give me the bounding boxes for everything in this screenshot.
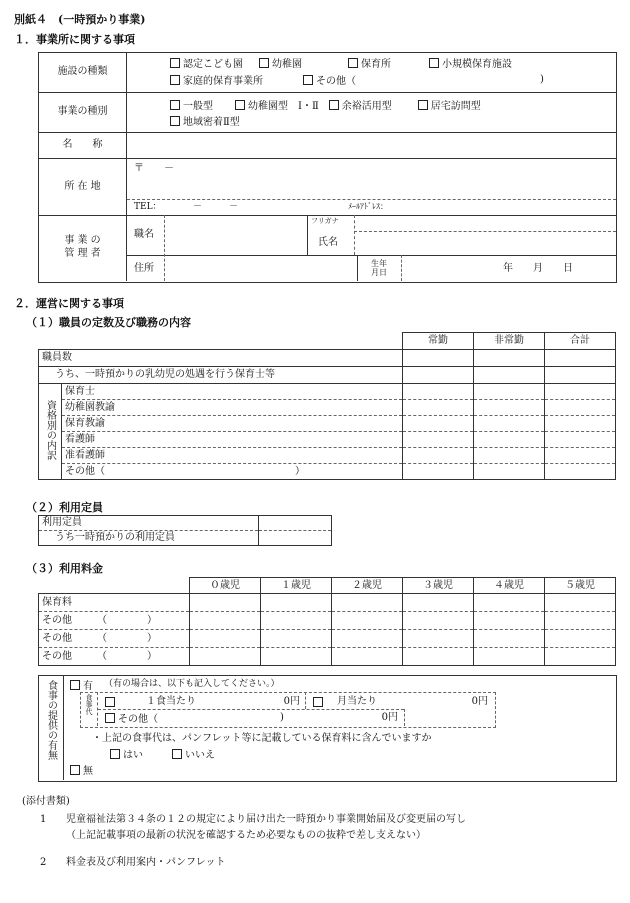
- temp-capacity-label: うち一時預かりの利用定員: [39, 531, 259, 546]
- cell[interactable]: [545, 416, 616, 432]
- cell[interactable]: [474, 464, 545, 480]
- facility-type-label: 施設の種類: [57, 66, 108, 77]
- person-name-label: 氏名: [318, 237, 338, 248]
- cell[interactable]: [403, 367, 474, 384]
- meal-no-option[interactable]: 無: [70, 765, 93, 777]
- meal-other-close: ): [280, 712, 284, 723]
- checkbox[interactable]: [105, 697, 115, 707]
- option-home-nursery[interactable]: 家庭的保育事業所: [170, 75, 263, 87]
- qual-row-label: 幼稚園教諭: [62, 400, 403, 416]
- option-kodomoen[interactable]: 認定こども園: [170, 58, 243, 70]
- attachment-2-number: 2: [40, 857, 47, 868]
- checkbox[interactable]: [110, 749, 120, 759]
- staff-table: [38, 332, 616, 480]
- cell[interactable]: [403, 464, 474, 480]
- email-field[interactable]: ﾒｰﾙｱﾄﾞﾚｽ：: [348, 202, 388, 211]
- cell[interactable]: [190, 612, 261, 630]
- cell[interactable]: [190, 594, 261, 612]
- birth-date[interactable]: 年 月 日: [503, 263, 573, 274]
- checkbox[interactable]: [70, 765, 80, 775]
- cell[interactable]: [259, 531, 332, 546]
- cell[interactable]: [474, 630, 545, 648]
- tel-field[interactable]: TEL： － －: [134, 202, 239, 212]
- age-header: ５歳児: [545, 578, 616, 594]
- capacity-heading: （２）利用定員: [26, 501, 103, 514]
- capacity-label: 利用定員: [39, 516, 259, 531]
- cell[interactable]: [474, 612, 545, 630]
- cell[interactable]: [259, 516, 332, 531]
- checkbox[interactable]: [170, 75, 180, 85]
- cell[interactable]: [545, 400, 616, 416]
- per-month-option[interactable]: [313, 697, 326, 709]
- cell[interactable]: [403, 612, 474, 630]
- cell[interactable]: [332, 612, 403, 630]
- qual-row-label: 保育士: [62, 384, 403, 400]
- capacity-table: [38, 515, 332, 546]
- meal-other-yen[interactable]: 0円: [381, 712, 398, 723]
- option-general[interactable]: 一般型: [170, 100, 213, 112]
- checkbox[interactable]: [172, 749, 182, 759]
- meal-fee-label: 食事代: [85, 694, 93, 715]
- qual-row-label: 看護師: [62, 432, 403, 448]
- cell[interactable]: [403, 400, 474, 416]
- fee-row-label: その他 （ ）: [39, 612, 190, 630]
- fee-row-label: 保育料: [39, 594, 190, 612]
- cell[interactable]: [403, 648, 474, 666]
- cell[interactable]: [474, 432, 545, 448]
- residence-label: 住所: [134, 263, 154, 274]
- checkbox[interactable]: [170, 58, 180, 68]
- name-label: 名 称: [62, 139, 103, 150]
- header-parttime: 非常勤: [474, 333, 545, 350]
- cell[interactable]: [545, 594, 616, 612]
- checkbox[interactable]: [235, 100, 245, 110]
- age-header: ２歳児: [332, 578, 403, 594]
- age-header: ０歳児: [190, 578, 261, 594]
- header-total: 合計: [545, 333, 616, 350]
- cell[interactable]: [332, 630, 403, 648]
- cell[interactable]: [545, 612, 616, 630]
- checkbox[interactable]: [70, 680, 80, 690]
- checkbox[interactable]: [313, 697, 323, 707]
- qual-row-label: 准看護師: [62, 448, 403, 464]
- meal-question: ・上記の食事代は、パンフレット等に記載している保育料に含んでいますか: [92, 733, 432, 744]
- category-row2: [170, 116, 258, 128]
- cell[interactable]: [545, 630, 616, 648]
- qual-row-label: その他（ ）: [62, 464, 403, 480]
- cell[interactable]: [545, 384, 616, 400]
- fees-table: [38, 577, 616, 666]
- checkbox[interactable]: [170, 100, 180, 110]
- cell[interactable]: [403, 432, 474, 448]
- cell[interactable]: [545, 464, 616, 480]
- cell[interactable]: [403, 594, 474, 612]
- postal-code[interactable]: 〒 －: [134, 163, 174, 174]
- other-close-paren: ): [540, 74, 544, 85]
- attachment-1-text: 児童福祉法第３４条の１２の規定により届け出た一時預かり事業開始届及び変更届の写し: [66, 814, 466, 825]
- cell[interactable]: [190, 648, 261, 666]
- fees-heading: （３）利用料金: [26, 562, 103, 575]
- cell[interactable]: [545, 350, 616, 367]
- cell[interactable]: [474, 350, 545, 367]
- cell[interactable]: [545, 432, 616, 448]
- cell[interactable]: [474, 400, 545, 416]
- job-title-label: 職名: [134, 229, 154, 240]
- section-2-heading: ２．運営に関する事項: [14, 297, 124, 310]
- header-fulltime: 常勤: [403, 333, 474, 350]
- cell[interactable]: [403, 448, 474, 464]
- age-header: １歳児: [261, 578, 332, 594]
- meal-yes-option[interactable]: 有: [70, 680, 93, 692]
- cell[interactable]: [474, 384, 545, 400]
- age-header: ４歳児: [474, 578, 545, 594]
- cell[interactable]: [332, 648, 403, 666]
- answer-yes-option[interactable]: はい: [110, 749, 143, 761]
- checkbox[interactable]: [418, 100, 428, 110]
- staff-heading: （１）職員の定数及び職務の内容: [26, 316, 191, 329]
- section-1-heading: １．事業所に関する事項: [14, 33, 135, 46]
- cell[interactable]: [403, 350, 474, 367]
- option-community-type[interactable]: 地域密着Ⅱ型: [170, 116, 240, 128]
- attachments-heading: (添付書類): [22, 796, 70, 807]
- per-month-yen[interactable]: 0円: [471, 696, 488, 707]
- per-month-label: 月当たり: [337, 696, 377, 707]
- cell[interactable]: [261, 612, 332, 630]
- option-small-nursery[interactable]: 小規模保育施設: [429, 58, 512, 70]
- fee-row-label: その他 （ ）: [39, 630, 190, 648]
- cell[interactable]: [261, 630, 332, 648]
- checkbox[interactable]: [170, 116, 180, 126]
- age-header: ３歳児: [403, 578, 474, 594]
- option-surplus-use[interactable]: 余裕活用型: [329, 100, 392, 112]
- checkbox[interactable]: [105, 713, 115, 723]
- childcare-staff-label: うち、一時預かりの乳幼児の処遇を行う保育士等: [39, 367, 403, 384]
- manager-label: 事 業 の 管 理 者: [64, 235, 101, 259]
- cell[interactable]: [261, 648, 332, 666]
- attachment-1-note: （上記記載事項の最新の状況を確認するため必要なものの抜粋で差し支えない）: [66, 830, 426, 841]
- address-label: 所 在 地: [64, 181, 101, 192]
- cell[interactable]: [261, 594, 332, 612]
- meal-other-option[interactable]: その他（: [105, 713, 158, 725]
- meal-label: 食事の提供の有無: [45, 680, 57, 760]
- fee-row-label: その他 （ ）: [39, 648, 190, 666]
- qualification-label: 資格別の内訳: [39, 384, 62, 480]
- per-meal-yen[interactable]: 0円: [283, 696, 300, 707]
- cell[interactable]: [403, 416, 474, 432]
- checkbox[interactable]: [303, 75, 313, 85]
- cell[interactable]: [545, 448, 616, 464]
- staff-total-label: 職員数: [39, 350, 403, 367]
- cell[interactable]: [190, 630, 261, 648]
- checkbox[interactable]: [329, 100, 339, 110]
- checkbox[interactable]: [429, 58, 439, 68]
- cell[interactable]: [474, 648, 545, 666]
- birth-label: 生年 月日: [371, 259, 387, 277]
- facility-type-row2: [170, 75, 374, 87]
- checkbox[interactable]: [259, 58, 269, 68]
- business-category-label: 事業の種別: [57, 106, 108, 117]
- furigana-label: フリガナ: [311, 217, 339, 225]
- cell[interactable]: [474, 448, 545, 464]
- attachment-2-text: 料金表及び利用案内・パンフレット: [66, 857, 226, 868]
- option-nursery[interactable]: 保育所: [348, 58, 391, 70]
- answer-no-option[interactable]: いいえ: [172, 749, 215, 761]
- cell[interactable]: [545, 367, 616, 384]
- cell[interactable]: [403, 384, 474, 400]
- cell[interactable]: [474, 367, 545, 384]
- option-kindergarten-type[interactable]: 幼稚園型 Ⅰ・Ⅱ: [235, 100, 319, 112]
- checkbox[interactable]: [348, 58, 358, 68]
- cell[interactable]: [474, 416, 545, 432]
- cell[interactable]: [474, 594, 545, 612]
- facility-type-row1: [170, 58, 530, 70]
- per-meal-option[interactable]: [105, 697, 118, 709]
- meal-yes-note: （有の場合は、以下も記入してください。）: [104, 679, 280, 689]
- option-kindergarten[interactable]: 幼稚園: [259, 58, 302, 70]
- per-meal-label: １食当たり: [146, 696, 196, 707]
- cell[interactable]: [403, 630, 474, 648]
- option-home-visit[interactable]: 居宅訪問型: [418, 100, 481, 112]
- qual-row-label: 保育教諭: [62, 416, 403, 432]
- attachment-1-number: 1: [40, 814, 47, 825]
- cell[interactable]: [545, 648, 616, 666]
- cell[interactable]: [332, 594, 403, 612]
- option-other[interactable]: その他（: [303, 75, 356, 87]
- category-row1: [170, 100, 499, 112]
- form-title: 別紙４ (一時預かり事業): [14, 13, 146, 26]
